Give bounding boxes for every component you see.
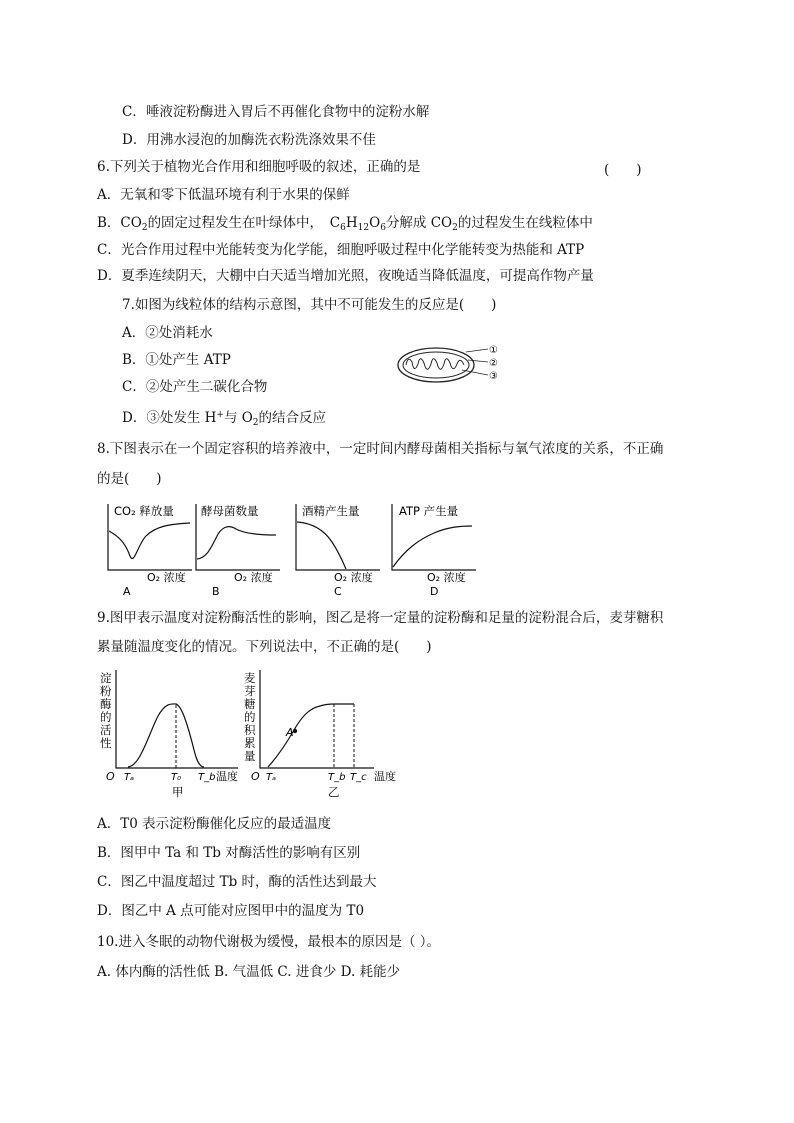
graph-b-xlabel: O₂ 浓度 (234, 571, 273, 584)
q8-graphs (100, 498, 480, 600)
yi-ylabel-4: 的 (244, 710, 256, 724)
yi-xlabel: 温度 (374, 770, 396, 783)
q6-option-c: C．光合作用过程中光能转变为化学能，细胞呼吸过程中化学能转变为热能和 ATP (97, 242, 585, 258)
yi-ylabel-5: 积 (244, 723, 256, 737)
graph-c-letter: C (334, 585, 342, 598)
q5-option-d: D．用沸水浸泡的加酶洗衣粉洗涤效果不佳 (122, 132, 376, 148)
q6-stem: 6.下列关于植物光合作用和细胞呼吸的叙述，正确的是 (97, 159, 421, 175)
jia-tick-ta: Tₐ (124, 772, 135, 783)
graph-yi (244, 670, 396, 799)
q9-graphs (98, 666, 410, 800)
yi-ylabel-2: 芽 (244, 684, 256, 698)
leader-line-1 (466, 349, 488, 352)
q7-option-b: B．①处产生 ATP (122, 352, 231, 368)
jia-ylabel-4: 的 (100, 710, 112, 724)
yi-ylabel-1: 麦 (244, 671, 256, 685)
jia-curve (128, 704, 204, 767)
yi-curve (268, 704, 354, 767)
jia-tick-t0: T₀ (171, 772, 182, 783)
cristae (406, 359, 464, 370)
q8-stem-line2: 的是( ) (97, 471, 162, 487)
yi-caption: 乙 (328, 785, 340, 799)
graph-c (296, 504, 380, 598)
graph-a-letter: A (123, 585, 131, 598)
graph-d (392, 504, 476, 598)
q10-stem: 10.进入冬眠的动物代谢极为缓慢，最根本的原因是（ ）。 (97, 934, 441, 950)
jia-ylabel-2: 粉 (100, 684, 112, 698)
q9-option-b: B．图甲中 Ta 和 Tb 对酶活性的影响有区别 (97, 845, 361, 861)
q6-option-d: D．夏季连续阴天，大棚中白天适当增加光照，夜晚适当降低温度，可提高作物产量 (97, 268, 594, 284)
yi-axes (260, 670, 374, 768)
jia-origin: O (106, 770, 115, 783)
q9-option-c: C．图乙中温度超过 Tb 时，酶的活性达到最大 (97, 874, 377, 890)
graph-a (108, 504, 192, 598)
jia-ylabel-6: 性 (100, 736, 112, 750)
q9-stem-line2: 累量随温度变化的情况。下列说法中，不正确的是( ) (97, 639, 432, 655)
q6-option-b: B．$CO_2$的固定过程发生在叶绿体中， $C_6H_{12}O_6$分解成 $CO_2$的过程发生在线粒体中 (97, 215, 593, 233)
leader-line-3 (462, 370, 488, 375)
yi-tick-tb: T_b (328, 772, 346, 783)
graph-d-xlabel: O₂ 浓度 (427, 571, 466, 584)
q6-answer-bracket: ( ) (604, 162, 642, 178)
q7-stem: 7.如图为线粒体的结构示意图，其中不可能发生的反应是( ) (122, 297, 497, 313)
jia-axes (116, 670, 238, 768)
yi-tick-ta: Tₐ (266, 772, 277, 783)
mitochondrion-diagram (394, 340, 514, 390)
graph-c-curve (297, 522, 346, 569)
q9-option-a: A．T0 表示淀粉酶催化反应的最适温度 (97, 816, 332, 832)
q9-option-d: D．图乙中 A 点可能对应图甲中的温度为 T0 (97, 903, 365, 919)
yi-ylabel-7: 量 (244, 749, 256, 763)
graph-a-curve (109, 523, 190, 559)
graph-jia (100, 670, 238, 799)
label-1: ① (489, 345, 498, 356)
outer-membrane (398, 348, 474, 382)
graph-d-letter: D (430, 585, 439, 598)
graph-c-title: 酒精产生量 (302, 504, 360, 518)
graph-b-letter: B (212, 585, 220, 598)
graph-d-curve (393, 526, 472, 567)
graph-b-curve (197, 527, 276, 559)
yi-ylabel-3: 糖 (244, 697, 256, 711)
graph-b (196, 504, 280, 598)
jia-ylabel-3: 酶 (100, 697, 112, 711)
label-2: ② (489, 358, 498, 369)
yi-origin: O (251, 770, 260, 783)
q7-option-c: C．②处产生二碳化合物 (122, 379, 268, 395)
yi-tick-tc: T_c (350, 772, 367, 783)
q7-option-a: A．②处消耗水 (122, 325, 213, 341)
q10-options: A. 体内酶的活性低 B. 气温低 C. 进食少 D. 耗能少 (97, 964, 401, 980)
jia-xlabel: 温度 (216, 770, 238, 783)
label-3: ③ (489, 371, 498, 382)
q5-option-c: C．唾液淀粉酶进入胃后不再催化食物中的淀粉水解 (122, 104, 430, 120)
leader-line-2 (468, 360, 488, 362)
jia-tick-tb: T_b (198, 772, 216, 783)
jia-ylabel-5: 活 (100, 723, 112, 737)
q9-stem-line1: 9.图甲表示温度对淀粉酶活性的影响，图乙是将一定量的淀粉酶和足量的淀粉混合后，麦芽糖积 (97, 610, 664, 626)
graph-a-xlabel: O₂ 浓度 (147, 571, 186, 584)
graph-a-title: CO₂ 释放量 (114, 504, 174, 518)
graph-d-title: ATP 产生量 (399, 504, 459, 518)
q8-stem-line1: 8.下图表示在一个固定容积的培养液中，一定时间内酵母菌相关指标与氧气浓度的关系，不正确 (97, 441, 664, 457)
q6-option-a: A．无氧和零下低温环境有利于水果的保鲜 (97, 187, 350, 203)
jia-ylabel-1: 淀 (100, 671, 112, 685)
jia-caption: 甲 (172, 785, 184, 799)
yi-point-a-label: A (286, 726, 294, 739)
graph-b-title: 酵母菌数量 (201, 504, 259, 518)
q7-option-d: D．③处发生 H+与 $O_2$的结合反应 (122, 410, 327, 428)
yi-ylabel-6: 累 (244, 736, 256, 750)
graph-c-xlabel: O₂ 浓度 (334, 571, 373, 584)
